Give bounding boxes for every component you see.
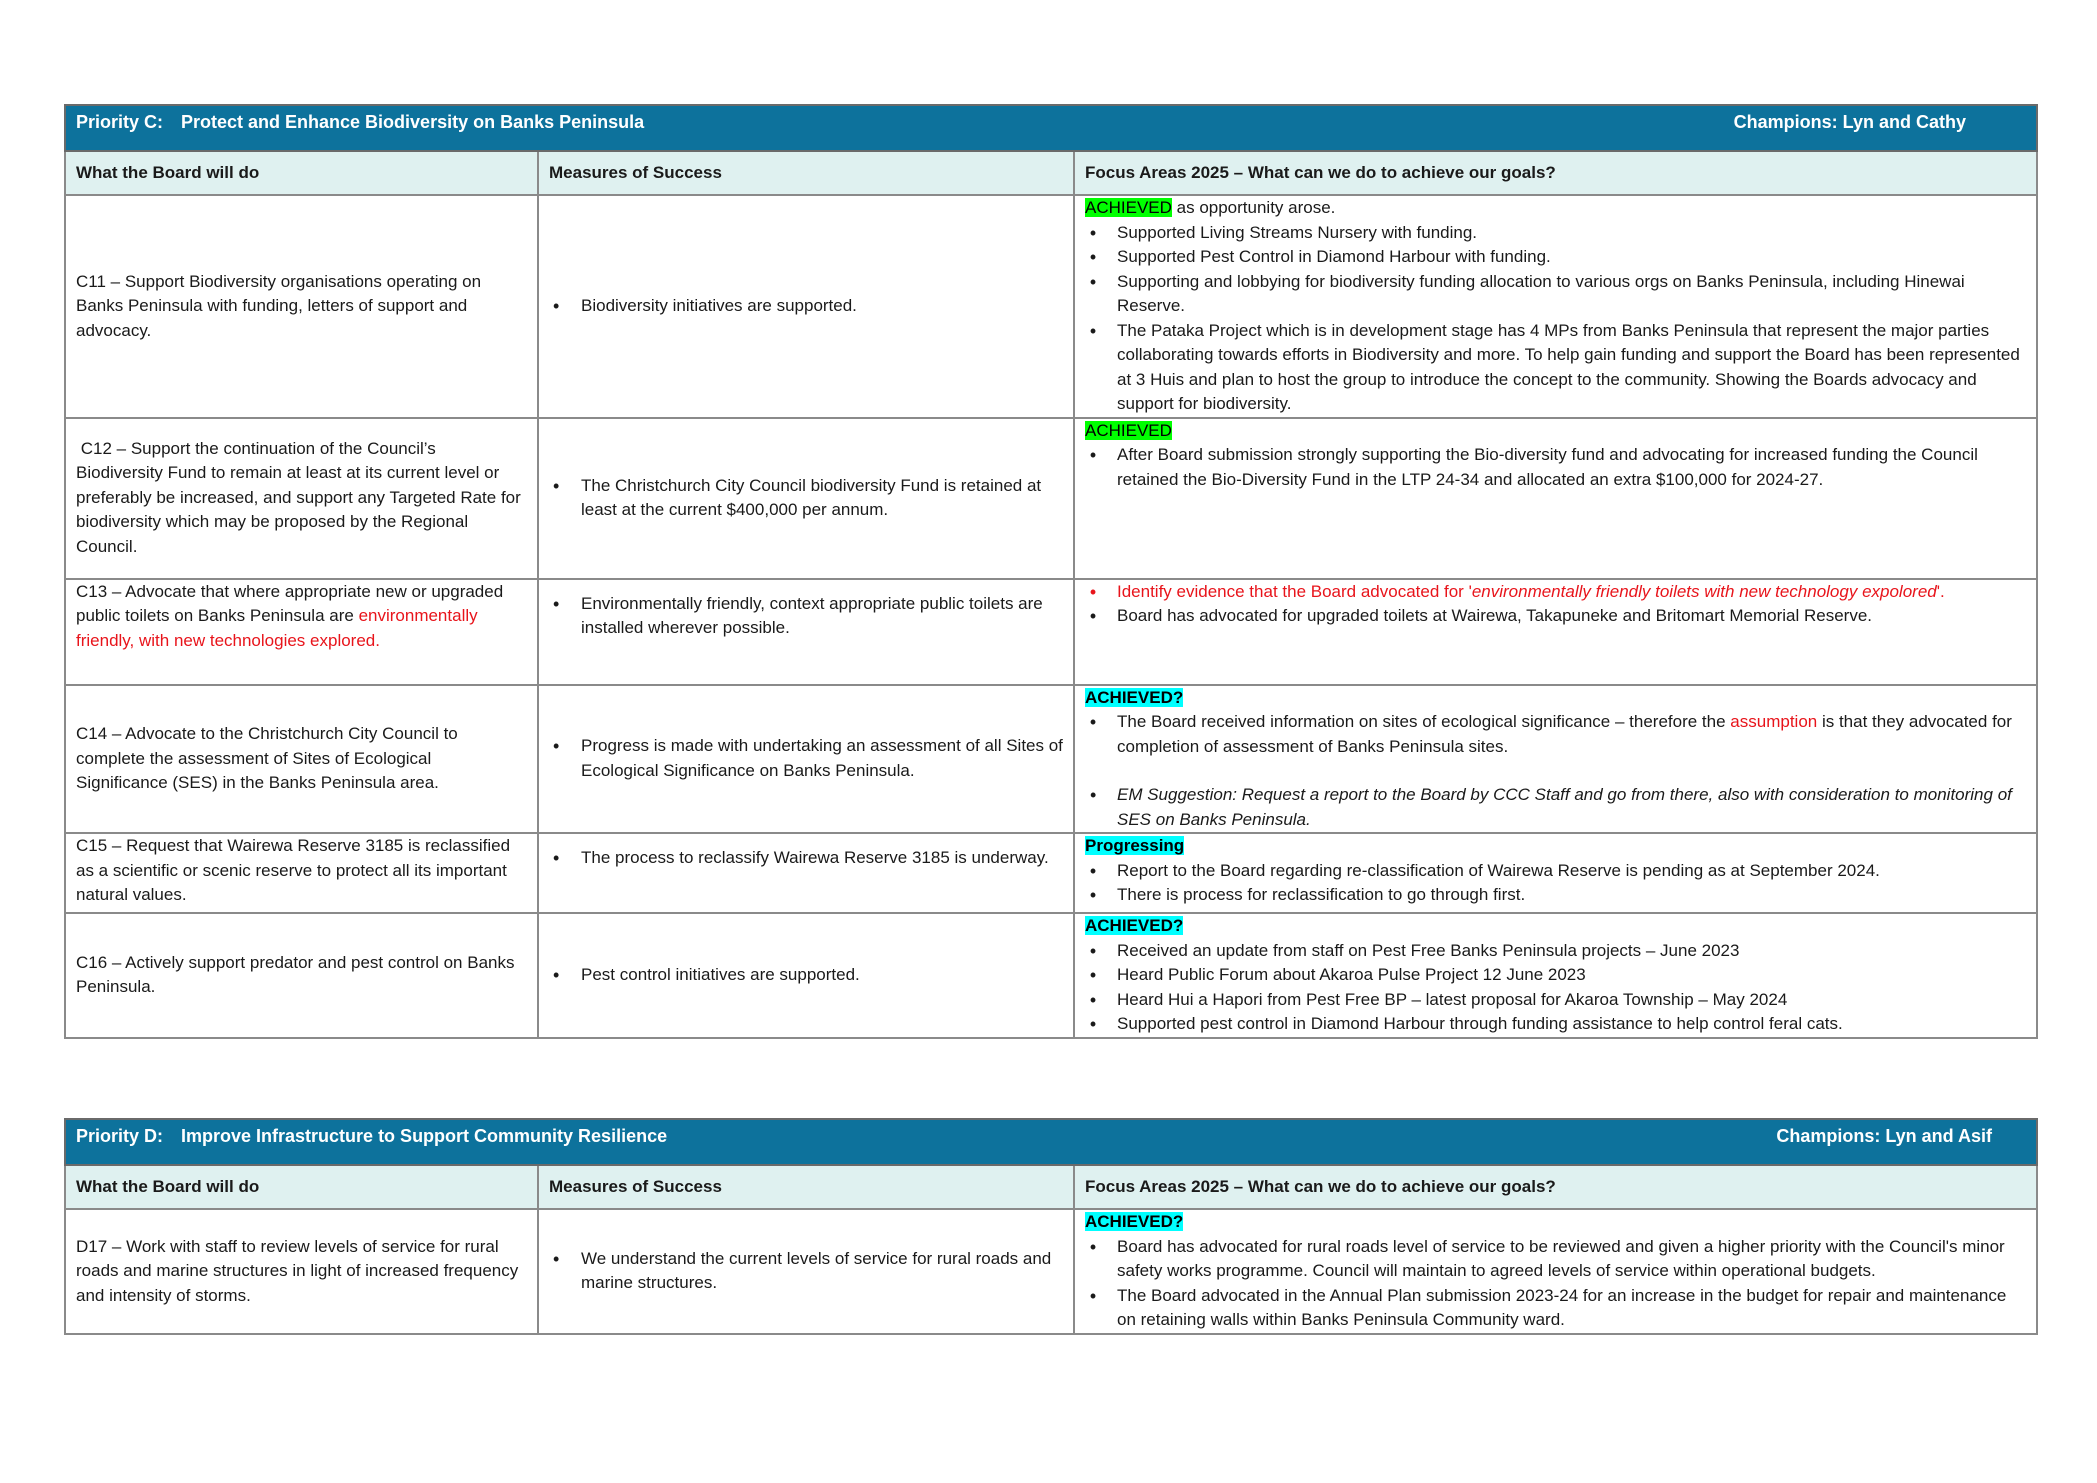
status-suffix: as opportunity arose. <box>1171 198 1336 217</box>
status-badge-progressing: Progressing <box>1085 836 1185 855</box>
priority-d-header-band <box>65 1119 2037 1165</box>
priority-d-champions: Champions: Lyn and Asif <box>1776 1126 1993 1146</box>
column-header-board: What the Board will do <box>65 151 538 195</box>
focus-list-c12 <box>1085 443 2026 492</box>
status-badge-achieved-question: ACHIEVED? <box>1085 916 1184 935</box>
table-row-c16 <box>65 913 2037 1038</box>
measure-c11: • Biodiversity initiatives are supported. <box>549 294 1063 319</box>
list-item: • Board has advocated for rural roads level of service to be reviewed and given a higher priority with the Council's minor safety works programme. Council will maintain to agreed levels of service within operational budgets. <box>1117 1235 2026 1284</box>
focus-c12 <box>1074 418 2037 579</box>
column-header-measures: Measures of Success <box>538 1165 1074 1209</box>
board-action-d17: D17 – Work with staff to review levels of service for rural roads and marine structures in light of increased frequency and intensity of storms. <box>65 1209 538 1334</box>
priority-c-header-band <box>65 105 2037 151</box>
list-item: • Supported Pest Control in Diamond Harbour with funding. <box>1117 245 2026 270</box>
column-header-focus: Focus Areas 2025 – What can we do to achieve our goals? <box>1074 151 2037 195</box>
table-row-c12 <box>65 418 2037 579</box>
measure-d17: • We understand the current levels of service for rural roads and marine structures. <box>549 1247 1063 1296</box>
priority-c-label: Priority C: <box>76 112 164 132</box>
measure-c12: • The Christchurch City Council biodiversity Fund is retained at least at the current $400,000 per annum. <box>549 474 1063 523</box>
list-item: • Report to the Board regarding re-classification of Wairewa Reserve is pending as at September 2024. <box>1117 859 2026 884</box>
list-item: • Board has advocated for upgraded toilets at Wairewa, Takapuneke and Britomart Memorial Reserve. <box>1117 604 2026 629</box>
focus-c11 <box>1074 195 2037 418</box>
focus-c16 <box>1074 913 2037 1038</box>
table-row-d17 <box>65 1209 2037 1334</box>
focus-list-c11 <box>1085 221 2026 417</box>
priority-c-champions: Champions: Lyn and Cathy <box>1733 112 1967 132</box>
column-header-measures: Measures of Success <box>538 151 1074 195</box>
priority-c-title <box>76 110 644 135</box>
board-action-c11: C11 – Support Biodiversity organisations operating on Banks Peninsula with funding, letters of support and advocacy. <box>65 195 538 418</box>
highlighted-red-text: environmentally friendly, with new technologies explored. <box>76 606 478 650</box>
list-item-alert: • Identify evidence that the Board advocated for 'environmentally friendly toilets with new technology expolored'. <box>1117 580 2026 605</box>
list-item: • Supported Living Streams Nursery with funding. <box>1117 221 2026 246</box>
measure-c14: • Progress is made with undertaking an assessment of all Sites of Ecological Significance on Banks Peninsula. <box>549 734 1063 783</box>
column-header-board: What the Board will do <box>65 1165 538 1209</box>
measure-c15: • The process to reclassify Wairewa Reserve 3185 is underway. <box>549 846 1063 871</box>
priority-c-column-headers <box>65 151 2037 195</box>
list-item: • Received an update from staff on Pest Free Banks Peninsula projects – June 2023 <box>1117 939 2026 964</box>
focus-list-c15 <box>1085 859 2026 908</box>
priority-d-title <box>76 1124 667 1149</box>
list-item: • Heard Hui a Hapori from Pest Free BP – latest proposal for Akaroa Township – May 2024 <box>1117 988 2026 1013</box>
list-item: • The Board received information on sites of ecological significance – therefore the assumption is that they advocated for completion of assessment of Banks Peninsula sites. <box>1117 710 2026 759</box>
focus-list-c13 <box>1085 580 2026 629</box>
priority-d-label: Priority D: <box>76 1126 164 1146</box>
list-item: • Supporting and lobbying for biodiversity funding allocation to various orgs on Banks Peninsula, including Hinewai Reserve. <box>1117 270 2026 319</box>
list-item: • Supported pest control in Diamond Harbour through funding assistance to help control feral cats. <box>1117 1012 2026 1037</box>
priority-d-column-headers <box>65 1165 2037 1209</box>
board-action-c16: C16 – Actively support predator and pest control on Banks Peninsula. <box>65 913 538 1038</box>
status-badge-achieved: ACHIEVED <box>1085 420 1172 440</box>
board-action-c15: C15 – Request that Wairewa Reserve 3185 is reclassified as a scientific or scenic reserve to protect all its important natural values. <box>65 833 538 913</box>
priority-c-table <box>64 104 2038 1039</box>
status-badge-achieved-question: ACHIEVED? <box>1085 687 1184 707</box>
priority-d-title-text: Improve Infrastructure to Support Community Resilience <box>181 1126 668 1146</box>
list-item-suggestion: • EM Suggestion: Request a report to the Board by CCC Staff and go from there, also with consideration to monitoring of SES on Banks Peninsula. <box>1117 783 2026 832</box>
status-badge-achieved-question: ACHIEVED? <box>1085 1212 1184 1231</box>
focus-list-c16 <box>1085 939 2026 1037</box>
board-action-c12: C12 – Support the continuation of the Council’s Biodiversity Fund to remain at least at its current level or preferably be increased, and support any Targeted Rate for biodiversity which may be proposed by the Regional Council. <box>65 418 538 579</box>
measure-c16: • Pest control initiatives are supported. <box>549 963 1063 988</box>
board-action-c14: C14 – Advocate to the Christchurch City Council to complete the assessment of Sites of Ecological Significance (SES) in the Banks Peninsula area. <box>65 685 538 834</box>
focus-c13 <box>1074 579 2037 685</box>
column-header-focus: Focus Areas 2025 – What can we do to achieve our goals? <box>1074 1165 2037 1209</box>
list-item: • There is process for reclassification to go through first. <box>1117 883 2026 908</box>
focus-c15 <box>1074 833 2037 913</box>
list-item: • Heard Public Forum about Akaroa Pulse Project 12 June 2023 <box>1117 963 2026 988</box>
focus-d17 <box>1074 1209 2037 1334</box>
list-item: • The Board advocated in the Annual Plan submission 2023-24 for an increase in the budget for repair and maintenance on retaining walls within Banks Peninsula Community ward. <box>1117 1284 2026 1333</box>
measure-c13: • Environmentally friendly, context appropriate public toilets are installed wherever possible. <box>549 592 1063 641</box>
list-item: • The Pataka Project which is in development stage has 4 MPs from Banks Peninsula that represent the major parties collaborating towards efforts in Biodiversity and more. To help gain funding and support the Board has been represented at 3 Huis and plan to host the group to introduce the concept to the community. Showing the Boards advocacy and support for biodiversity. <box>1117 319 2026 417</box>
highlighted-red-text: assumption <box>1730 712 1818 731</box>
table-row-c14 <box>65 685 2037 834</box>
list-item: • After Board submission strongly supporting the Bio-diversity fund and advocating for increased funding the Council retained the Bio-Diversity Fund in the LTP 24-34 and allocated an extra $100,000 for 2024-27. <box>1117 443 2026 492</box>
status-badge-achieved: ACHIEVED <box>1085 198 1172 217</box>
table-row-c15 <box>65 833 2037 913</box>
focus-c14 <box>1074 685 2037 834</box>
table-row-c11 <box>65 195 2037 418</box>
table-row-c13 <box>65 579 2037 685</box>
priority-d-table <box>64 1118 2038 1335</box>
focus-list-d17 <box>1085 1235 2026 1333</box>
priority-c-title-text: Protect and Enhance Biodiversity on Banks Peninsula <box>181 112 645 132</box>
board-action-c13: C13 – Advocate that where appropriate new or upgraded public toilets on Banks Peninsula are environmentally friendly, with new technologies explored. <box>65 579 538 685</box>
focus-list-c14 <box>1085 710 2026 759</box>
